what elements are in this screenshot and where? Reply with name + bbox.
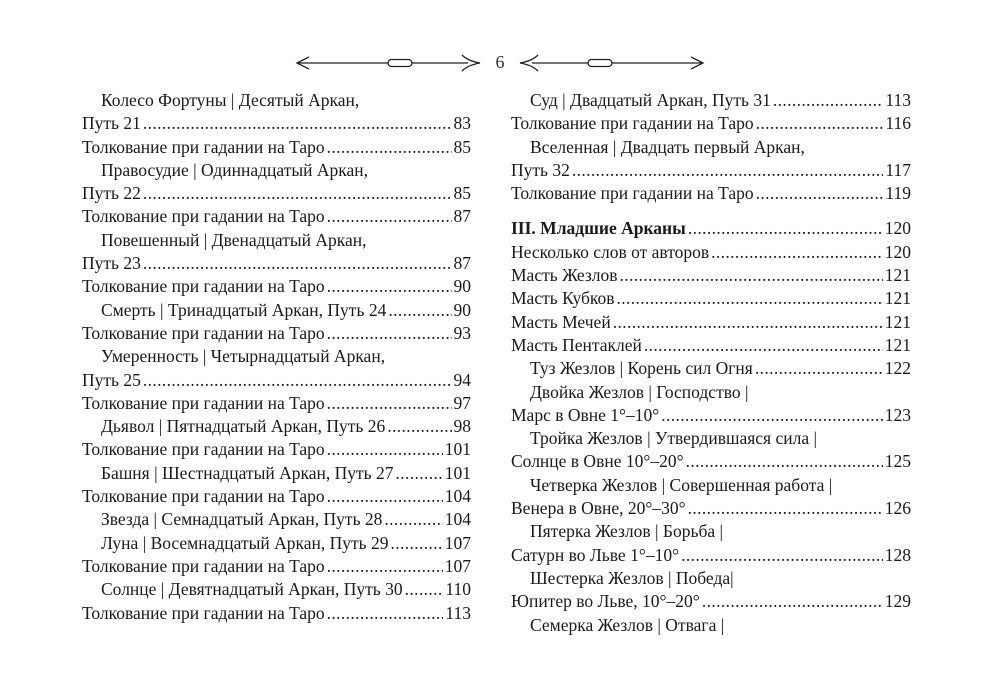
dot-leader [327,602,444,625]
toc-entry [82,136,471,159]
dot-leader [327,205,452,228]
toc-entry-page: 101 [444,439,471,460]
toc-entry-title: III. Младшие Арканы [511,218,686,239]
toc-section-heading [511,217,911,240]
toc-entry-title: Толкование при гадании на Таро [82,392,325,413]
toc-entry [511,544,911,567]
dot-leader [396,462,443,485]
toc-entry-page: 85 [453,136,471,157]
dot-leader [327,555,443,578]
dot-leader [143,112,452,135]
toc-entry-title: Пятерка Жезлов | Борьба | [530,521,723,542]
toc-entry-title: Масть Мечей [511,311,611,332]
dot-leader [755,357,883,380]
toc-entry [511,450,911,473]
dot-leader [143,369,452,392]
toc-entry [82,229,471,252]
toc-entry-title: Колесо Фортуны | Десятый Аркан, [101,90,360,110]
toc-entry-page: 121 [884,334,911,355]
toc-entry-title: Несколько слов от авторов [511,241,710,262]
toc-entry [511,567,911,590]
dot-leader [327,275,452,298]
toc-entry-page: 104 [444,486,471,507]
toc-entry [511,520,911,543]
dot-leader [387,415,451,438]
dot-leader [620,264,883,287]
toc-entry [511,381,911,404]
toc-entry-page: 117 [885,159,911,180]
toc-entry-page: 126 [884,498,911,519]
toc-entry-title: Правосудие | Одиннадцатый Аркан, [101,159,368,180]
toc-entry [82,322,471,345]
toc-entry [82,205,471,228]
toc-entry [82,369,471,392]
toc-entry [82,345,471,368]
toc-entry-title: Путь 22 [82,183,141,204]
toc-entry-page: 101 [444,462,471,483]
toc-entry-page: 90 [453,276,471,297]
dot-leader [384,508,442,531]
dot-leader [327,136,452,159]
toc-entry-page: 116 [885,113,911,134]
toc-entry-title: Марс в Овне 1°–10° [511,404,660,425]
dot-leader [644,334,883,357]
toc-entry [511,287,911,310]
toc-entry [82,159,471,182]
toc-entry-title: Двойка Жезлов | Господство | [530,381,749,402]
toc-entry-page: 87 [453,253,471,274]
toc-entry-page: 87 [453,206,471,227]
toc-entry-title: Толкование при гадании на Таро [511,183,754,204]
toc-entry [511,241,911,264]
dot-leader [143,252,452,275]
toc-entry-title: Луна | Восемнадцатый Аркан, Путь 29 [101,532,389,553]
toc-entry-title: Суд | Двадцатый Аркан, Путь 31 [530,90,771,110]
dot-leader [681,544,883,567]
toc-entry-title: Тройка Жезлов | Утвердившаяся сила | [530,428,817,449]
toc-entry-title: Толкование при гадании на Таро [82,322,325,343]
toc-entry-page: 107 [444,532,471,553]
toc-entry-title: Толкование при гадании на Таро [82,602,325,623]
toc-entry [511,614,911,637]
toc-entry-title: Повешенный | Двенадцатый Аркан, [101,229,367,250]
dot-leader [686,450,883,473]
toc-entry-title: Башня | Шестнадцатый Аркан, Путь 27 [101,462,394,483]
dot-leader [572,159,883,182]
toc-entry-title: Толкование при гадании на Таро [82,136,325,157]
dot-leader [688,217,883,240]
toc-entry-title: Масть Кубков [511,288,615,309]
toc-entry-page: 83 [453,113,471,134]
toc-entry-page: 121 [884,288,911,309]
toc-entry [82,275,471,298]
toc-entry-title: Масть Жезлов [511,265,618,286]
toc-entry-title: Дьявол | Пятнадцатый Аркан, Путь 26 [101,416,386,437]
toc-entry-title: Юпитер во Льве, 10°–20° [511,591,700,612]
toc-entry [511,404,911,427]
toc-entry [511,590,911,613]
toc-entry-page: 97 [453,392,471,413]
toc-entry [511,159,911,182]
toc-entry-page: 121 [884,265,911,286]
page-number: 6 [495,52,505,72]
dot-leader [756,182,884,205]
dot-leader [773,89,883,112]
toc-entry-title: Шестерка Жезлов | Победа| [530,567,734,588]
toc-entry-title: Путь 23 [82,253,141,274]
toc-entry [511,89,911,112]
toc-entry-page: 120 [884,241,911,262]
toc-right-column [511,89,911,637]
toc-entry-page: 98 [453,416,471,437]
dot-leader [688,497,883,520]
toc-entry [511,182,911,205]
toc-entry-page: 128 [884,544,911,565]
toc-entry [82,485,471,508]
toc-entry-title: Умеренность | Четырнадцатый Аркан, [101,346,386,367]
toc-entry-page: 121 [884,311,911,332]
toc-entry [82,555,471,578]
toc-entry-title: Сатурн во Льве 1°–10° [511,544,680,565]
toc-entry [511,497,911,520]
toc-entry-title: Толкование при гадании на Таро [82,206,325,227]
toc-entry [82,415,471,438]
toc-entry [82,578,471,601]
dot-leader [327,392,452,415]
toc-entry-title: Четверка Жезлов | Совершенная работа | [530,474,833,495]
toc-entry-page: 125 [884,451,911,472]
toc-entry-title: Путь 25 [82,369,141,390]
toc-entry-page: 113 [445,602,471,623]
dot-leader [327,438,443,461]
toc-entry [511,357,911,380]
dot-leader [327,322,452,345]
dot-leader [388,299,451,322]
toc-entry-title: Семерка Жезлов | Отвага | [530,614,725,635]
toc-entry [511,427,911,450]
toc-entry-title: Звезда | Семнадцатый Аркан, Путь 28 [101,509,383,530]
toc-entry-page: 85 [453,183,471,204]
toc-entry-title: Масть Пентаклей [511,334,642,355]
toc-entry [82,508,471,531]
toc-entry-title: Туз Жезлов | Корень сил Огня [530,358,753,379]
toc-entry-title: Толкование при гадании на Таро [82,486,325,507]
toc-entry [511,474,911,497]
toc-entry [82,602,471,625]
toc-entry [82,299,471,322]
toc-entry-title: Толкование при гадании на Таро [511,113,754,134]
toc-entry-page: 120 [884,218,911,239]
dot-leader [661,404,882,427]
toc-entry-page: 104 [444,509,471,530]
toc-entry-page: 94 [453,369,471,390]
dot-leader [756,112,884,135]
toc-entry-title: Вселенная | Двадцать первый Аркан, [530,136,805,157]
toc-entry-page: 110 [445,579,471,600]
toc-entry [82,182,471,205]
toc-entry-title: Толкование при гадании на Таро [82,555,325,576]
toc-entry [511,136,911,159]
toc-entry [82,438,471,461]
toc-entry-title: Путь 32 [511,159,570,180]
toc-entry-page: 123 [884,404,911,425]
toc-entry-title: Солнце в Овне 10°–20° [511,451,684,472]
toc-entry-title: Солнце | Девятнадцатый Аркан, Путь 30 [101,579,403,600]
toc-entry [511,334,911,357]
toc-entry-page: 107 [444,555,471,576]
toc-entry-title: Смерть | Тринадцатый Аркан, Путь 24 [101,299,387,320]
toc-entry-page: 119 [885,183,911,204]
toc-entry [82,462,471,485]
toc-left-column [82,89,471,625]
dot-leader [405,578,444,601]
toc-entry-title: Венера в Овне, 20°–30° [511,498,686,519]
toc-entry-page: 90 [453,299,471,320]
toc-entry [511,112,911,135]
dot-leader [711,241,883,264]
toc-entry [511,264,911,287]
dot-leader [391,532,443,555]
dot-leader [617,287,883,310]
dot-leader [702,590,883,613]
toc-entry [82,89,471,112]
page-header [0,46,1000,80]
toc-entry-page: 122 [884,358,911,379]
toc-entry-title: Путь 21 [82,113,141,134]
dot-leader [613,311,883,334]
toc-entry-page: 129 [884,591,911,612]
toc-entry [511,311,911,334]
dot-leader [143,182,452,205]
toc-entry-page: 93 [453,322,471,343]
toc-entry-page: 113 [885,90,911,110]
toc-entry [82,112,471,135]
toc-entry [82,392,471,415]
toc-entry [82,252,471,275]
toc-entry-title: Толкование при гадании на Таро [82,439,325,460]
toc-entry-title: Толкование при гадании на Таро [82,276,325,297]
dot-leader [327,485,443,508]
toc-entry [82,532,471,555]
